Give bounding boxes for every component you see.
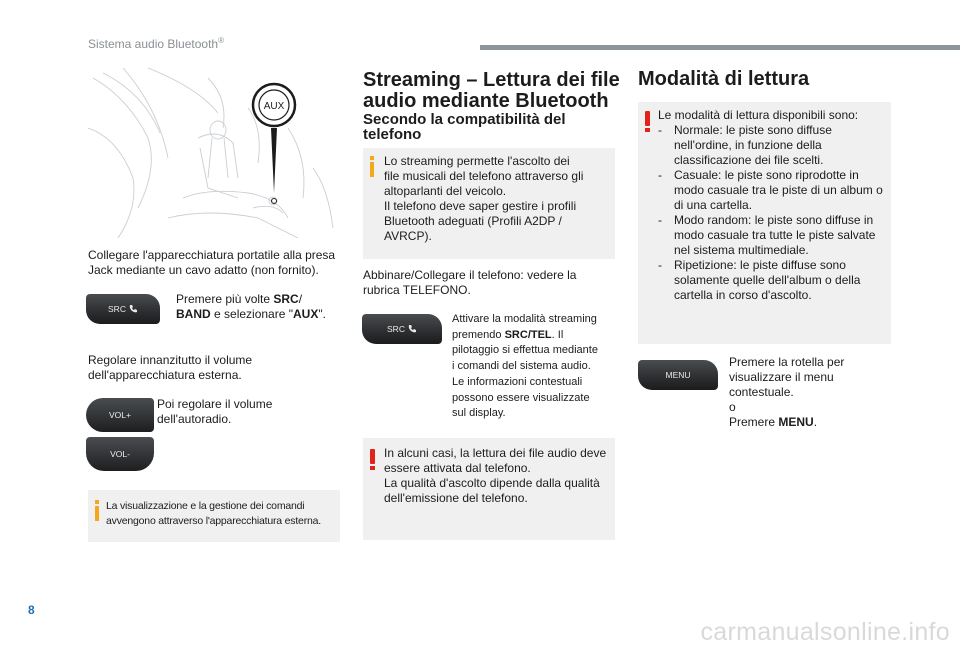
phone-icon — [407, 324, 417, 334]
heading-playback-modes: Modalità di lettura — [638, 68, 810, 90]
subheading-compatibility: Secondo la compatibilità del telefono — [363, 111, 566, 143]
para-adjust-radio-volume: Poi regolare il volume dell'autoradio. — [157, 397, 273, 426]
para-pair-phone: Abbinare/Collegare il telefono: vedere la rubrica TELEFONO. — [363, 268, 577, 297]
warning-box-streaming: In alcuni casi, la lettura dei file audio deve essere attivata dal telefono. La qualità d'ascolto dipende dalla qualità dell'emissione del telefono. — [363, 438, 615, 540]
list-item: - Normale: le piste sono diffuse nell'ordine, in funzione della classificazione dei file scelti. — [658, 123, 832, 167]
info-icon — [95, 500, 99, 522]
list-item: - Ripetizione: le piste diffuse sono solamente quelle dell'album o della cartella in corso d'ascolto. — [658, 258, 861, 302]
info-box-external-controls: La visualizzazione e la gestione dei comandi avvengono attraverso l'apparecchiatura esterna. — [88, 490, 340, 542]
list-item: - Modo random: le piste sono diffuse in modo casuale tra tutte le piste salvate nel sistema multimediale. — [658, 213, 876, 257]
src-tel-button-label: SRC — [387, 324, 405, 334]
page-header-title: Sistema audio Bluetooth® — [88, 36, 224, 51]
phone-icon — [128, 304, 138, 314]
src-button-label: SRC — [108, 304, 126, 314]
para-adjust-external-volume: Regolare innanzitutto il volume dell'apparecchiatura esterna. — [88, 353, 253, 382]
para-open-menu: Premere la rotella per visualizzare il menu contestuale. o Premere MENU. — [729, 355, 845, 429]
menu-button-label: MENU — [665, 370, 691, 380]
warning-icon — [370, 449, 375, 471]
warning-box-playback-modes — [638, 102, 891, 344]
info-icon — [370, 156, 374, 178]
para-activate-streaming: Attivare la modalità streaming premendo SRC/TEL. Il pilotaggio si effettua mediante i comandi del sistema audio. Le informazioni contestuali possono essere visualizzate sul display. — [452, 313, 598, 420]
menu-button-image — [638, 360, 718, 390]
aux-socket-illustration — [88, 68, 338, 238]
watermark: carmanualsonline.info — [700, 618, 950, 646]
aux-label: AUX — [263, 101, 285, 112]
warning-icon — [645, 111, 650, 133]
info-box-streaming: Lo streaming permette l'ascolto dei file musicali del telefono attraverso gli altoparlanti del veicolo. Il telefono deve saper gestire i profili Bluetooth adeguati (Profili A2DP / AVRCP). — [363, 148, 615, 259]
page-number: 8 — [28, 603, 35, 617]
list-item: - Casuale: le piste sono riprodotte in modo casuale tra le piste di un album o di una cartella. — [658, 168, 883, 212]
heading-streaming: Streaming – Lettura dei file audio mediante Bluetooth — [363, 69, 620, 112]
src-tel-button-image — [362, 314, 442, 344]
src-button-image — [86, 294, 160, 324]
para-press-src: Premere più volte SRC/ BAND e selezionare "AUX". — [176, 292, 326, 321]
vol-up-button-image: VOL+ — [86, 398, 154, 432]
header-bar — [480, 45, 960, 50]
vol-down-button-image: VOL- — [86, 437, 154, 471]
playback-modes-intro: Le modalità di lettura disponibili sono: — [658, 108, 859, 122]
para-connect-jack: Collegare l'apparecchiatura portatile alla presa Jack mediante un cavo adatto (non fornito). — [88, 248, 336, 277]
